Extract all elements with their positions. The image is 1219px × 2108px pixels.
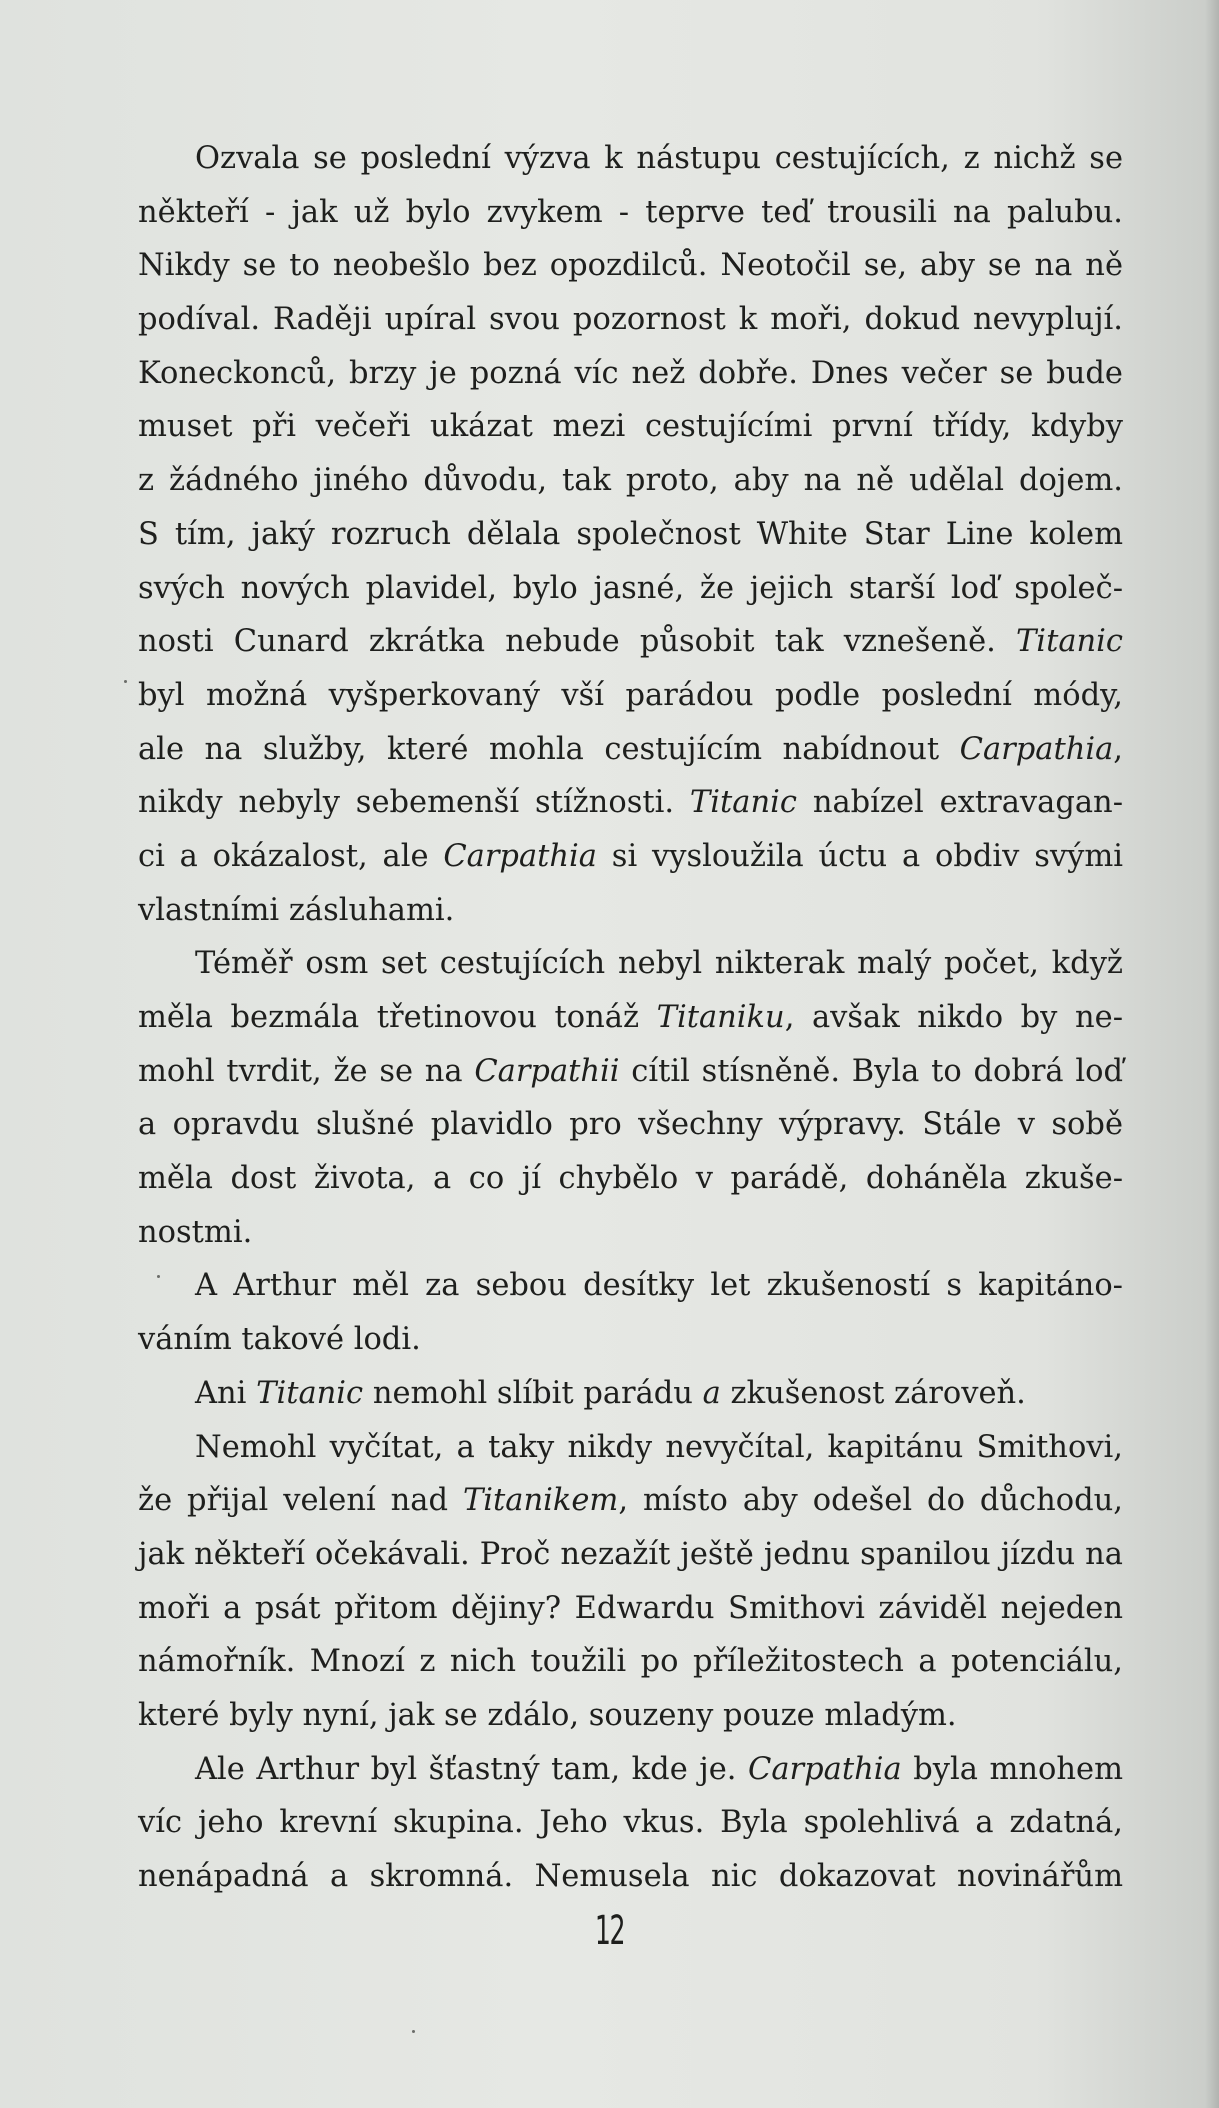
text-line: jak někteří očekávali. Proč nezažít ještě jednu spanilou jízdu na	[138, 1536, 1123, 1572]
text-run: si vysloužila úctu a obdiv svými	[596, 838, 1123, 874]
italic-title: Carpathii	[474, 1053, 620, 1089]
text-line: A Arthur měl za sebou desítky let zkušeností s kapitáno-	[195, 1268, 1123, 1304]
text-run: byla mnohem	[901, 1751, 1123, 1787]
italic-title: Titanic	[689, 785, 797, 821]
text-line: Nemohl vyčítat, a taky nikdy nevyčítal, kapitánu Smithovi,	[195, 1429, 1123, 1465]
text-line: podíval. Raději upíral svou pozornost k moři, dokud nevyplují.	[138, 302, 1123, 338]
text-run: ,	[1113, 731, 1123, 767]
italic-title: Titanikem	[462, 1483, 619, 1519]
text-line	[138, 1743, 1123, 1797]
text-line	[138, 615, 1123, 669]
text-line: byl možná vyšperkovaný vší parádou podle poslední módy,	[138, 677, 1123, 713]
text-line	[138, 830, 1123, 884]
body-text	[138, 132, 1123, 1904]
text-line	[138, 723, 1123, 777]
text-line: nostmi.	[138, 1214, 253, 1250]
italic-title: Carpathia	[748, 1751, 902, 1787]
text-run: Ani	[195, 1375, 257, 1411]
italic-title: Carpathia	[959, 731, 1114, 767]
paragraph	[138, 1367, 1123, 1421]
text-run: nabízel extravagan-	[796, 785, 1123, 821]
paragraph	[138, 937, 1123, 1259]
text-line	[138, 991, 1123, 1045]
text-run: , místo aby odešel do důchodu,	[618, 1483, 1123, 1519]
text-line	[138, 776, 1123, 830]
text-run: , avšak nikdo by ne-	[784, 1000, 1123, 1035]
text-line: svých nových plavidel, bylo jasné, že jejich starší loď společ-	[138, 570, 1123, 606]
text-line: které byly nyní, jak se zdálo, souzeny pouze mladým.	[138, 1697, 957, 1733]
italic-title: Titanic	[256, 1375, 364, 1411]
page-edge-shadow	[1205, 0, 1219, 2108]
text-line: a opravdu slušné plavidlo pro všechny výpravy. Stále v sobě	[138, 1107, 1123, 1143]
paragraph	[138, 1743, 1123, 1904]
italic-title: Carpathia	[443, 838, 597, 874]
italic-title: Titanic	[1015, 624, 1123, 660]
text-line: vlastními zásluhami.	[138, 892, 455, 928]
text-run: cítil stísněně. Byla to dobrá loď	[619, 1053, 1123, 1089]
text-line: Koneckonců, brzy je pozná víc než dobře. Dnes večer se bude	[138, 355, 1123, 391]
text-line: Nikdy se to neobešlo bez opozdilců. Neotočil se, aby se na ně	[138, 248, 1123, 284]
text-line: moři a psát přitom dějiny? Edwardu Smithovi záviděl nejeden	[138, 1590, 1123, 1626]
text-line	[138, 1045, 1123, 1099]
text-run: ale na služby, které mohla cestujícím nabídnout	[138, 731, 960, 767]
text-run: Ale Arthur byl šťastný tam, kde je.	[195, 1751, 749, 1787]
paper-speck	[412, 2030, 415, 2033]
text-line: Ozvala se poslední výzva k nástupu cestujících, z nichž se	[195, 141, 1123, 176]
paragraph	[138, 1421, 1123, 1743]
text-run: ci a okázalost, ale	[138, 838, 444, 874]
text-line: z žádného jiného důvodu, tak proto, aby na ně udělal dojem.	[138, 463, 1123, 499]
paper-speck	[124, 680, 127, 683]
text-line: víc jeho krevní skupina. Jeho vkus. Byla spolehlivá a zdatná,	[138, 1805, 1123, 1841]
text-line	[138, 1367, 1123, 1421]
text-run: zkušenost zároveň.	[720, 1375, 1026, 1411]
text-run: měla bezmála třetinovou tonáž	[138, 1000, 657, 1035]
text-line: Téměř osm set cestujících nebyl nikterak malý počet, když	[195, 946, 1123, 982]
text-line: S tím, jaký rozruch dělala společnost White Star Line kolem	[138, 516, 1123, 552]
text-line: námořník. Mnozí z nich toužili po příležitostech a potenciálu,	[138, 1644, 1123, 1680]
paragraph	[138, 132, 1123, 937]
text-run: nosti Cunard zkrátka nebude působit tak vznešeně.	[138, 624, 1016, 660]
page-number: 12	[594, 1908, 625, 1954]
text-run: mohl tvrdit, že se na	[138, 1053, 475, 1089]
text-line: muset při večeři ukázat mezi cestujícími první třídy, kdyby	[138, 409, 1123, 445]
text-run: že přijal velení nad	[138, 1483, 463, 1519]
text-line: váním takové lodi.	[138, 1322, 421, 1358]
text-run: nemohl slíbit parádu	[363, 1375, 703, 1411]
text-line: nenápadná a skromná. Nemusela nic dokazovat novinářům	[138, 1859, 1123, 1894]
text-run: nikdy nebyly sebemenší stížnosti.	[138, 785, 690, 821]
text-line	[138, 1474, 1123, 1528]
paragraph	[138, 1259, 1123, 1366]
italic-title: Titaniku	[656, 1000, 785, 1035]
text-line: někteří - jak už bylo zvykem - teprve teď trousili na palubu.	[138, 194, 1123, 230]
text-line: měla dost života, a co jí chybělo v parádě, doháněla zkuše-	[138, 1161, 1123, 1197]
italic-emphasis: a	[702, 1375, 721, 1411]
